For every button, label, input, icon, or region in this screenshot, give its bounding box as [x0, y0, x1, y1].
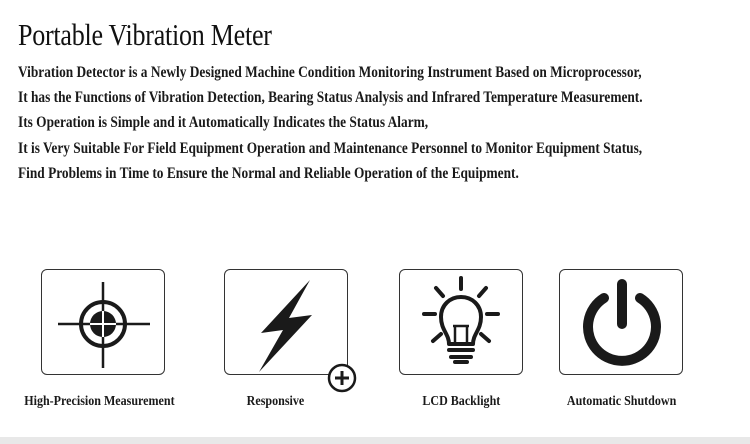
- description-line: It has the Functions of Vibration Detection, Bearing Status Analysis and Infrared Temperature Measurement.: [18, 89, 643, 107]
- power-icon: [560, 270, 684, 376]
- feature-label-automatic-shutdown: Automatic Shutdown: [567, 394, 677, 409]
- feature-card-responsive: [224, 269, 348, 375]
- lightning-bolt-icon: [225, 270, 349, 376]
- feature-label-lcd-backlight: LCD Backlight: [422, 394, 500, 409]
- description-line: It is Very Suitable For Field Equipment Operation and Maintenance Personnel to Monitor Equipment Status,: [18, 139, 643, 157]
- description-line: Vibration Detector is a Newly Designed Machine Condition Monitoring Instrument Based on Microprocessor,: [18, 64, 642, 81]
- page-title: Portable Vibration Meter: [18, 17, 272, 52]
- feature-card-automatic-shutdown: [559, 269, 683, 375]
- feature-card-lcd-backlight: [399, 269, 523, 375]
- description-line: Find Problems in Time to Ensure the Normal and Reliable Operation of the Equipment.: [18, 164, 519, 182]
- feature-label-high-precision: High-Precision Measurement: [23, 394, 175, 409]
- feature-card-high-precision: [41, 269, 165, 375]
- feature-label-responsive: Responsive: [246, 394, 304, 409]
- plus-circle-icon: [327, 363, 357, 393]
- light-bulb-icon: [400, 270, 524, 376]
- description-line: Its Operation is Simple and it Automatically Indicates the Status Alarm,: [18, 114, 429, 132]
- crosshair-target-icon: [42, 270, 166, 376]
- description: [18, 60, 736, 186]
- bottom-divider: [0, 437, 750, 444]
